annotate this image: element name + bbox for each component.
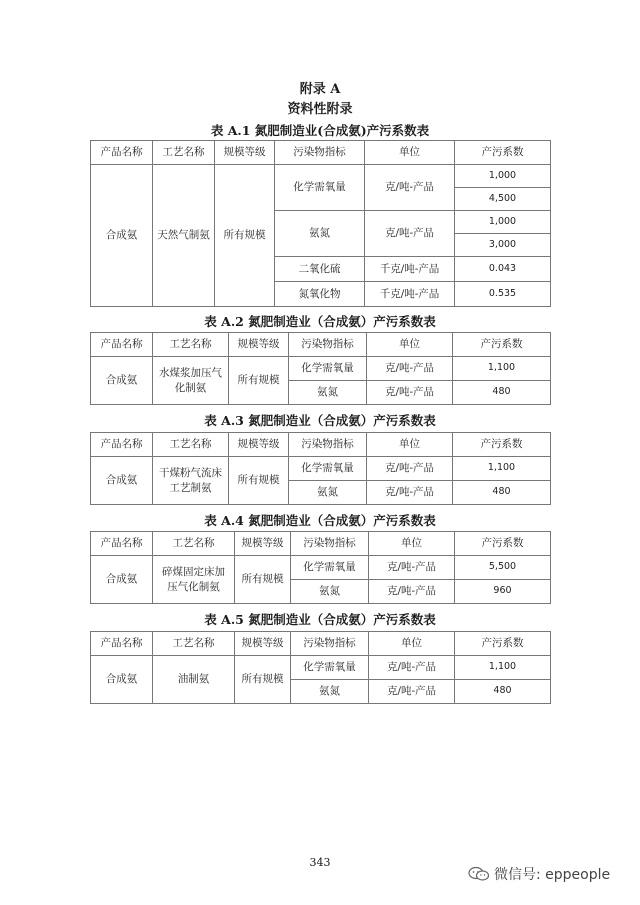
- table-row: [91, 165, 551, 188]
- pollutant-cell: 氨氮: [289, 481, 367, 505]
- process-line: 干煤粉气流床: [159, 467, 222, 480]
- unit-cell: 克/吨-产品: [367, 381, 453, 405]
- coefficient-cell: 480: [453, 381, 551, 405]
- product-cell: 合成氨: [91, 556, 153, 604]
- header-coefficient: 产污系数: [453, 333, 551, 357]
- emission-table-a4: [90, 531, 551, 604]
- pollutant-cell: 化学需氧量: [289, 357, 367, 381]
- process-cell: [153, 457, 229, 505]
- pollutant-cell: 化学需氧量: [275, 165, 365, 211]
- table-caption: 表 A.1 氮肥制造业(合成氨)产污系数表: [210, 123, 430, 138]
- header-product: 产品名称: [91, 141, 153, 165]
- watermark-text: 微信号: eppeople: [494, 867, 611, 883]
- scale-cell: 所有规模: [229, 357, 289, 405]
- header-process: 工艺名称: [153, 141, 215, 165]
- coefficient-cell: 960: [455, 580, 551, 604]
- product-cell: 合成氨: [91, 656, 153, 704]
- process-line: 工艺制氨: [169, 481, 212, 494]
- coefficient-cell: 480: [453, 481, 551, 505]
- product-cell: 合成氨: [91, 357, 153, 405]
- scale-cell: 所有规模: [229, 457, 289, 505]
- pollutant-cell: 氨氮: [289, 381, 367, 405]
- process-line: 油制氨: [177, 673, 210, 686]
- header-scale: 规模等级: [229, 333, 289, 357]
- scale-cell: 所有规模: [215, 165, 275, 307]
- pollutant-cell: 氨氮: [275, 211, 365, 257]
- coefficient-cell: 1,100: [453, 357, 551, 381]
- product-cell: 合成氨: [91, 457, 153, 505]
- process-cell: [153, 357, 229, 405]
- product-cell: 合成氨: [91, 165, 153, 307]
- unit-cell: 克/吨-产品: [367, 457, 453, 481]
- pollutant-cell: 氮氧化物: [275, 282, 365, 307]
- coefficient-cell: 4,500: [455, 188, 551, 211]
- scale-cell: 所有规模: [235, 556, 291, 604]
- header-row: [91, 433, 551, 457]
- unit-cell: 克/吨-产品: [369, 656, 455, 680]
- emission-table-a1: [90, 140, 551, 307]
- table-caption: 表 A.4 氮肥制造业（合成氨）产污系数表: [204, 513, 436, 528]
- header-scale: 规模等级: [235, 532, 291, 556]
- scale-cell: 所有规模: [235, 656, 291, 704]
- process-line: 碎煤固定床加: [162, 566, 225, 579]
- wechat-watermark: [468, 864, 610, 884]
- unit-cell: 克/吨-产品: [369, 580, 455, 604]
- pollutant-cell: 化学需氧量: [291, 656, 369, 680]
- header-unit: 单位: [365, 141, 455, 165]
- coefficient-cell: 1,000: [455, 165, 551, 188]
- unit-cell: 千克/吨-产品: [365, 282, 455, 307]
- header-coefficient: 产污系数: [455, 141, 551, 165]
- table-row: [91, 457, 551, 481]
- header-coefficient: 产污系数: [455, 532, 551, 556]
- header-coefficient: 产污系数: [455, 632, 551, 656]
- header-process: 工艺名称: [153, 333, 229, 357]
- emission-table-a5: [90, 631, 551, 704]
- pollutant-cell: 二氧化硫: [275, 257, 365, 282]
- header-row: [91, 532, 551, 556]
- emission-table-a2: [90, 332, 551, 405]
- appendix-title: 附录 A: [299, 82, 341, 97]
- coefficient-cell: 1,100: [455, 656, 551, 680]
- process-cell: 天然气制氨: [153, 165, 215, 307]
- header-product: 产品名称: [91, 632, 153, 656]
- pollutant-cell: 氨氮: [291, 580, 369, 604]
- table-row: [91, 656, 551, 680]
- pollutant-cell: 化学需氧量: [289, 457, 367, 481]
- appendix-subtitle: 资料性附录: [287, 102, 353, 117]
- header-product: 产品名称: [91, 333, 153, 357]
- unit-cell: 克/吨-产品: [369, 680, 455, 704]
- header-row: [91, 141, 551, 165]
- header-row: [91, 632, 551, 656]
- process-line: 化制氨: [174, 381, 207, 394]
- header-product: 产品名称: [91, 433, 153, 457]
- process-line: 压气化制氨: [167, 580, 220, 593]
- coefficient-cell: 1,000: [455, 211, 551, 234]
- coefficient-cell: 0.043: [455, 257, 551, 282]
- unit-cell: 克/吨-产品: [367, 481, 453, 505]
- coefficient-cell: 3,000: [455, 234, 551, 257]
- process-line: 水煤浆加压气: [159, 367, 222, 380]
- unit-cell: 克/吨-产品: [365, 165, 455, 211]
- coefficient-cell: 5,500: [455, 556, 551, 580]
- header-process: 工艺名称: [153, 433, 229, 457]
- table-caption: 表 A.3 氮肥制造业（合成氨）产污系数表: [204, 413, 436, 428]
- unit-cell: 克/吨-产品: [367, 357, 453, 381]
- process-cell: [153, 656, 235, 704]
- process-cell: [153, 556, 235, 604]
- table-row: [91, 556, 551, 580]
- coefficient-cell: 1,100: [453, 457, 551, 481]
- table-caption: 表 A.2 氮肥制造业（合成氨）产污系数表: [204, 314, 436, 329]
- header-unit: 单位: [369, 632, 455, 656]
- header-row: [91, 333, 551, 357]
- wechat-icon: [468, 866, 490, 882]
- header-process: 工艺名称: [153, 532, 235, 556]
- header-unit: 单位: [369, 532, 455, 556]
- coefficient-cell: 0.535: [455, 282, 551, 307]
- unit-cell: 克/吨-产品: [365, 211, 455, 257]
- header-scale: 规模等级: [215, 141, 275, 165]
- header-coefficient: 产污系数: [453, 433, 551, 457]
- header-unit: 单位: [367, 333, 453, 357]
- header-process: 工艺名称: [153, 632, 235, 656]
- table-row: [91, 357, 551, 381]
- header-pollutant: 污染物指标: [275, 141, 365, 165]
- header-product: 产品名称: [91, 532, 153, 556]
- header-pollutant: 污染物指标: [289, 433, 367, 457]
- pollutant-cell: 化学需氧量: [291, 556, 369, 580]
- page-number: 343: [309, 856, 331, 869]
- header-scale: 规模等级: [229, 433, 289, 457]
- header-pollutant: 污染物指标: [291, 632, 369, 656]
- header-pollutant: 污染物指标: [289, 333, 367, 357]
- table-caption: 表 A.5 氮肥制造业（合成氨）产污系数表: [204, 612, 436, 627]
- header-pollutant: 污染物指标: [291, 532, 369, 556]
- pollutant-cell: 氨氮: [291, 680, 369, 704]
- unit-cell: 克/吨-产品: [369, 556, 455, 580]
- unit-cell: 千克/吨-产品: [365, 257, 455, 282]
- header-scale: 规模等级: [235, 632, 291, 656]
- header-unit: 单位: [367, 433, 453, 457]
- emission-table-a3: [90, 432, 551, 505]
- coefficient-cell: 480: [455, 680, 551, 704]
